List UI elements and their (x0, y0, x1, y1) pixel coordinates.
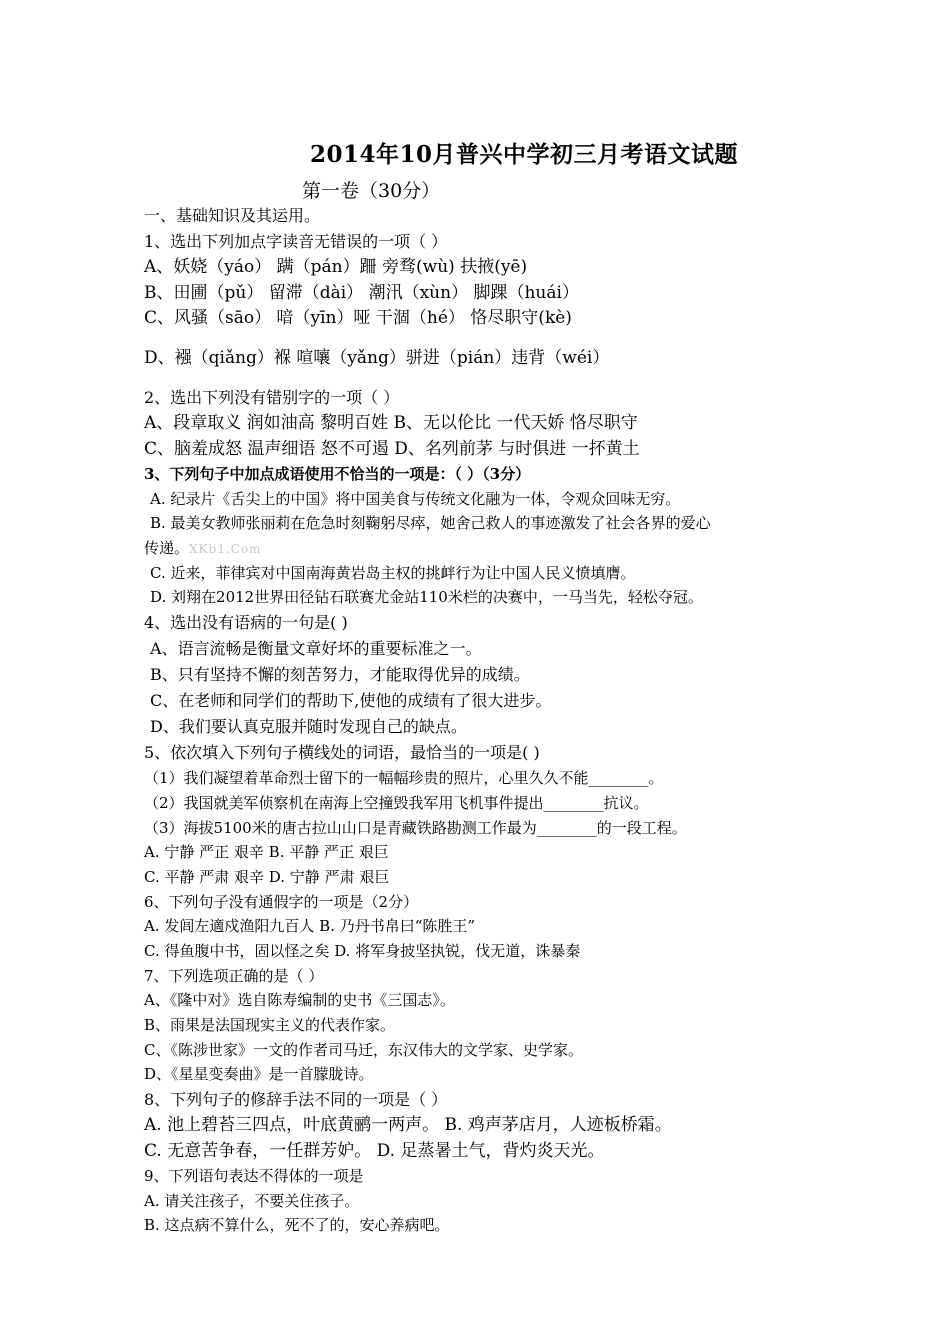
question-line (144, 1113, 844, 1139)
question-line (144, 511, 844, 536)
line-text: C、在老师和同学们的帮助下,使他的成绩有了很大进步。 (150, 691, 552, 711)
line-text: 4、选出没有语病的一句是( ) (144, 613, 348, 633)
line-text: B、只有坚持不懈的刻苦努力，才能取得优异的成绩。 (150, 665, 530, 685)
question-line (144, 662, 844, 688)
question-line (144, 964, 844, 989)
question-line (144, 1164, 844, 1189)
question-line (144, 585, 844, 610)
question-line (144, 561, 844, 586)
question-line (144, 1038, 844, 1063)
line-text: （1）我们凝望着革命烈士留下的一幅幅珍贵的照片，心里久久不能________。 (144, 769, 664, 788)
line-text: 9、下列语句表达不得体的一项是 (144, 1167, 364, 1186)
line-text: 5、依次填入下列句子横线处的词语，最恰当的一项是( ) (144, 743, 540, 763)
line-text: C. 近来，菲律宾对中国南海黄岩岛主权的挑衅行为让中国人民义愤填膺。 (150, 563, 636, 582)
question-line (144, 636, 844, 662)
question-line (144, 306, 844, 332)
line-text: C. 得鱼腹中书，固以怪之矣 D. 将军身披坚执锐，伐无道，诛暴秦 (144, 941, 581, 960)
line-text: C、《陈涉世家》一文的作者司马迁，东汉伟大的文学家、史学家。 (144, 1040, 583, 1059)
line-text: C. 平静 严肃 艰辛 D. 宁静 严肃 艰巨 (144, 867, 390, 886)
question-line (144, 610, 844, 636)
line-text: （2）我国就美军侦察机在南海上空撞毁我军用飞机事件提出________抗议。 (144, 793, 649, 812)
line-text: B. 这点病不算什么，死不了的，安心养病吧。 (144, 1216, 450, 1235)
question-line (144, 1189, 844, 1214)
question-line (144, 346, 844, 372)
line-text: 8、下列句子的修辞手法不同的一项是（ ） (144, 1090, 448, 1110)
question-line (144, 437, 844, 463)
question-line (144, 487, 844, 512)
question-line (144, 988, 844, 1013)
line-text: 7、下列选项正确的是（ ） (144, 966, 324, 985)
question-line (144, 255, 844, 281)
line-text: 6、下列句子没有通假字的一项是（2分） (144, 892, 419, 911)
line-text: C. 无意苦争春，一任群芳妒。 D. 足蒸暑土气，背灼炎天光。 (144, 1140, 605, 1161)
line-text: C、脑羞成怒 温声细语 怒不可遏 D、名列前茅 与时俱进 一抔黄土 (144, 438, 640, 459)
question-line (144, 688, 844, 714)
line-text: A、《隆中对》选自陈寿编制的史书《三国志》。 (144, 991, 455, 1010)
line-text: B、田圃（pǔ） 留滞（dài） 潮汛（xùn） 脚踝（huái） (144, 282, 579, 303)
question-line (144, 816, 844, 841)
question-line (144, 1013, 844, 1038)
question-line (144, 1062, 844, 1087)
line-text: 传递。 (144, 539, 190, 558)
page-title: 2014年10月普兴中学初三月考语文试题 (310, 141, 739, 168)
question-line (144, 914, 844, 939)
line-text: 1、选出下列加点字读音无错误的一项（ ） (144, 232, 448, 251)
question-line (144, 536, 844, 561)
line-text: 3、下列句子中加点成语使用不恰当的一项是：（ ）（3分） (144, 465, 531, 483)
line-text: A. 发闾左適戍渔阳九百人 B. 乃丹书帛曰“陈胜王” (144, 917, 476, 936)
line-text: D. 刘翔在2012世界田径钻石联赛尤金站110米栏的决赛中，一马当先，轻松夺冠。 (150, 588, 703, 607)
question-line (144, 890, 844, 915)
question-line (144, 740, 844, 766)
question-line (144, 281, 844, 307)
question-line (144, 766, 844, 791)
question-line (144, 714, 844, 740)
line-text: B. 最美女教师张丽莉在危急时刻鞠躬尽瘁，她舍己救人的事迹激发了社会各界的爱心 (150, 514, 711, 533)
line-text: A、妖娆（yáo） 蹒（pán）跚 旁骛(wù) 扶掖(yē) (144, 257, 528, 277)
line-text: B、雨果是法国现实主义的代表作家。 (144, 1016, 396, 1034)
question-line (144, 229, 844, 255)
spacer (144, 371, 844, 385)
spacer (144, 332, 844, 346)
line-text: 一、基础知识及其运用。 (144, 206, 321, 225)
line-text: D、我们要认真克服并随时发现自己的缺点。 (150, 717, 467, 737)
line-text: A. 纪录片《舌尖上的中国》将中国美食与传统文化融为一体，令观众回味无穷。 (150, 489, 681, 508)
question-content (144, 203, 844, 1238)
line-text: D、《星星变奏曲》是一首朦胧诗。 (144, 1065, 374, 1084)
line-text: A. 请关注孩子，不要关住孩子。 (144, 1191, 360, 1210)
line-text: A. 池上碧苔三四点，叶底黄鹂一两声。 B. 鸡声茅店月，人迹板桥霜。 (144, 1115, 672, 1136)
line-text: A、段章取义 润如油高 黎明百姓 B、无以伦比 一代天娇 恪尽职守 (144, 413, 638, 433)
question-line (144, 385, 844, 411)
line-text: 2、选出下列没有错别字的一项（ ） (144, 388, 400, 407)
question-line (144, 1213, 844, 1238)
line-text: （3）海拔5100米的唐古拉山山口是青藏铁路勘测工作最为________的一段工程。 (144, 818, 687, 837)
question-line (144, 939, 844, 964)
line-text: C、风骚（sāo） 喑（yīn）哑 干涸（hé） 恪尽职守(kè) (144, 308, 572, 328)
line-text: A、语言流畅是衡量文章好坏的重要标准之一。 (150, 639, 482, 659)
question-line (144, 1139, 844, 1165)
question-line (144, 865, 844, 890)
section-subtitle: 第一卷（30分） (302, 180, 441, 202)
question-line (144, 1087, 844, 1113)
question-line (144, 411, 844, 437)
line-text: D、襁（qiǎng）褓 喧嚷（yǎng）骈进（pián）违背（wéi） (144, 347, 610, 368)
question-line (144, 203, 844, 229)
question-line (144, 840, 844, 865)
watermark-text: XKb1.Com (189, 542, 262, 557)
line-text: A. 宁静 严正 艰辛 B. 平静 严正 艰巨 (144, 843, 389, 862)
question-line (144, 791, 844, 816)
question-line (144, 462, 844, 487)
